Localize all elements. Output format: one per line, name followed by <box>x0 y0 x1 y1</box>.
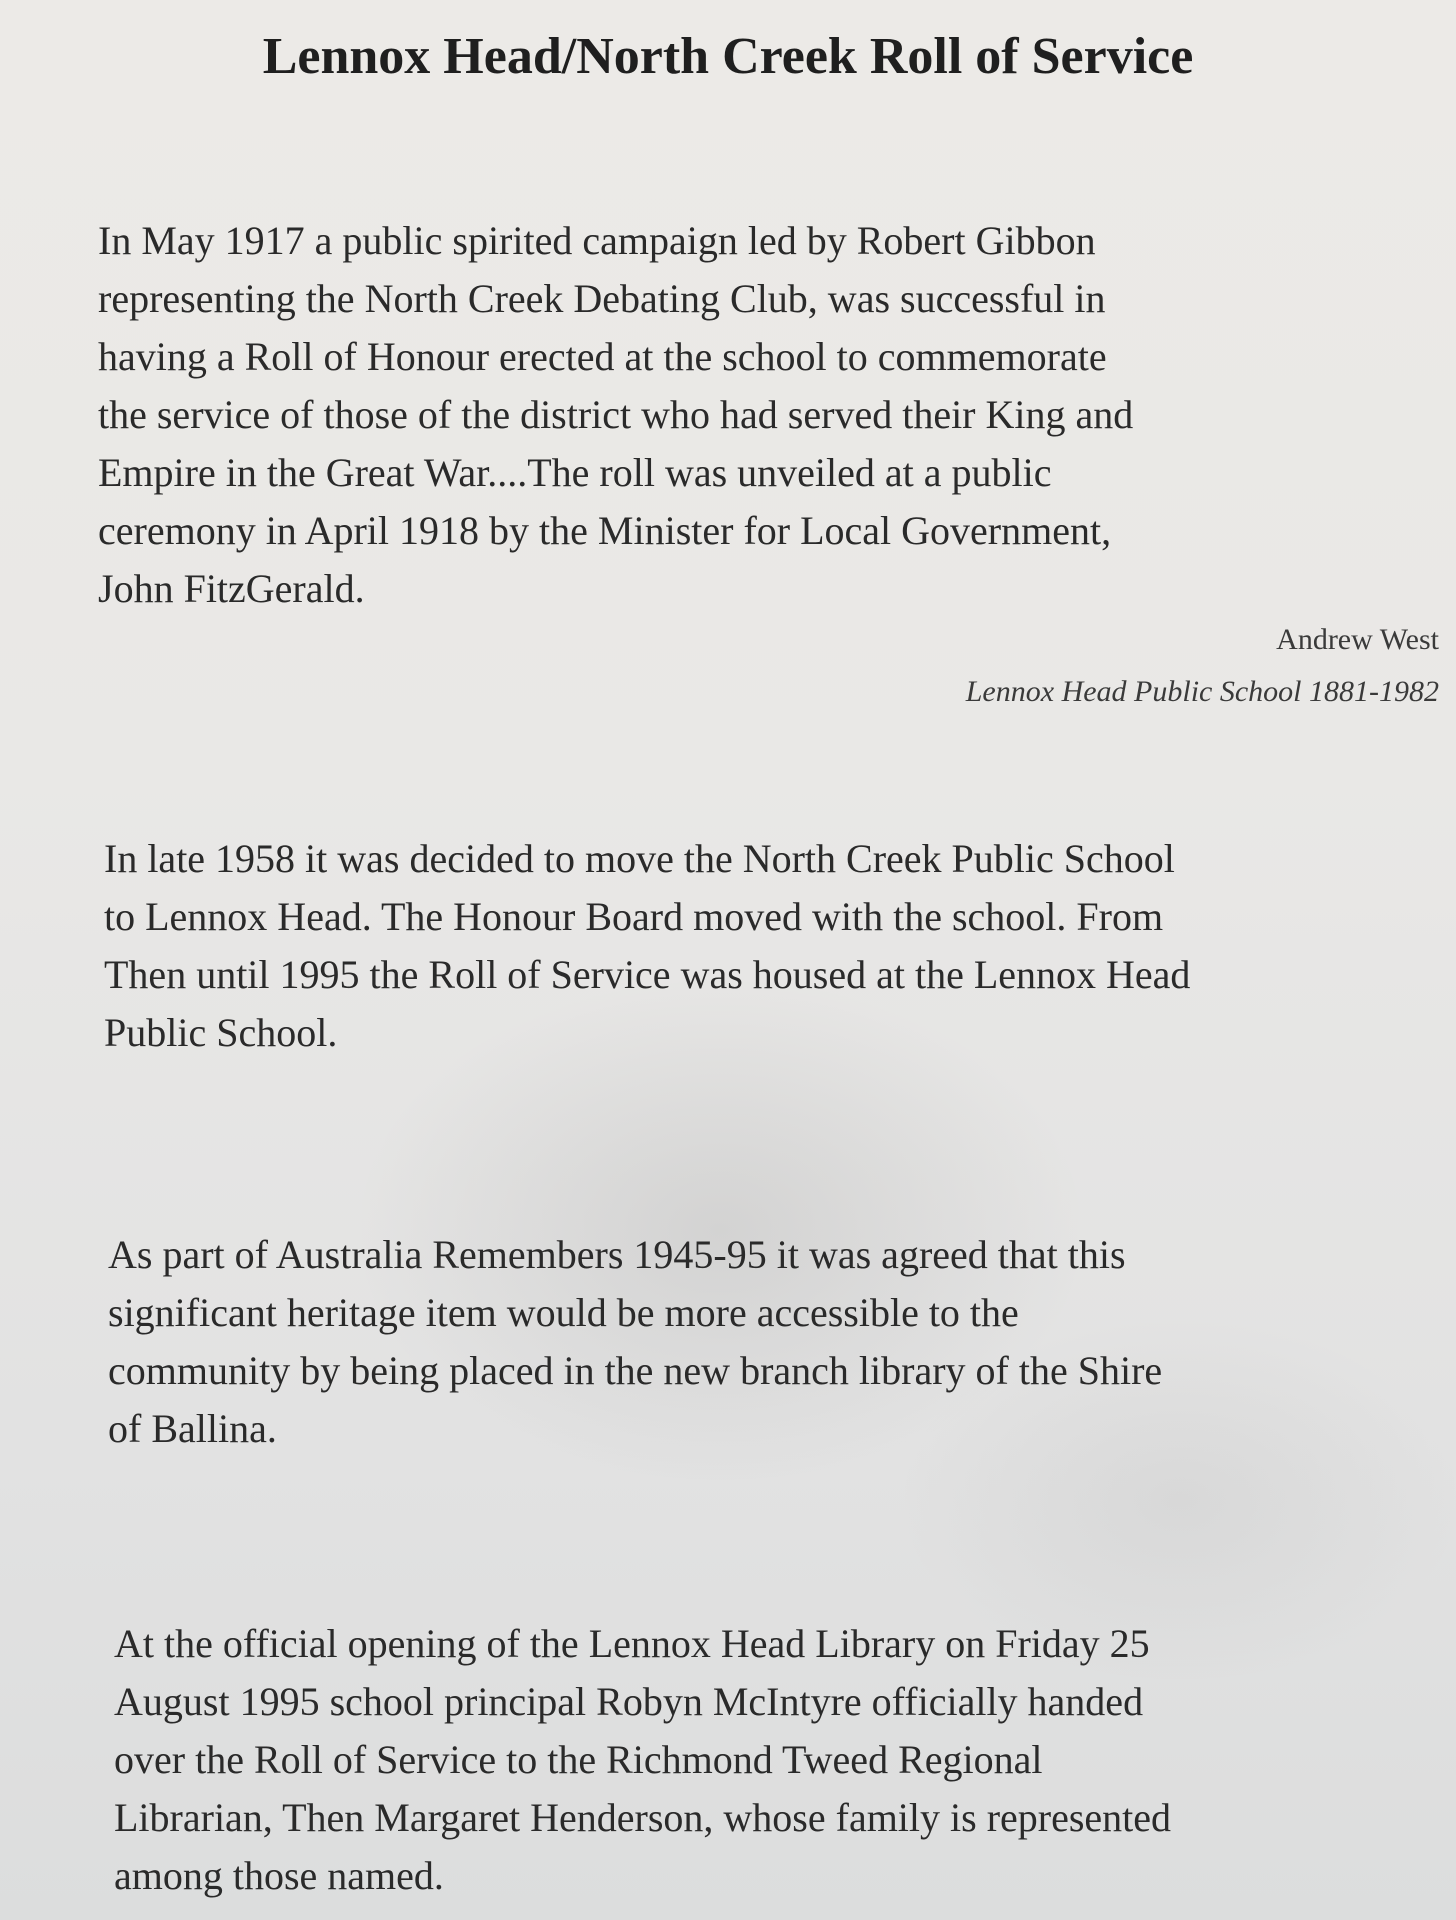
document-title: Lennox Head/North Creek Roll of Service <box>262 28 1194 85</box>
text-line: of Ballina. <box>108 1406 277 1451</box>
text-line: to Lennox Head. The Honour Board moved with the school. From <box>104 894 1164 939</box>
text-line: community by being placed in the new branch library of the Shire <box>108 1348 1163 1393</box>
text-line: As part of Australia Remembers 1945-95 it was agreed that this <box>108 1232 1126 1277</box>
text-line: August 1995 school principal Robyn McIntyre officially handed <box>114 1679 1144 1724</box>
paragraph-library-opening <box>114 1615 1171 1905</box>
text-line: Then until 1995 the Roll of Service was housed at the Lennox Head <box>104 952 1191 997</box>
text-line: representing the North Creek Debating Club, was successful in <box>98 276 1106 321</box>
text-line: the service of those of the district who had served their King and <box>98 392 1134 437</box>
text-line: having a Roll of Honour erected at the school to commemorate <box>98 334 1107 379</box>
text-line: Librarian, Then Margaret Henderson, whose family is represented <box>114 1795 1172 1840</box>
text-line: John FitzGerald. <box>98 566 365 611</box>
attribution-author: Andrew West <box>1276 623 1439 656</box>
attribution-source: Lennox Head Public School 1881-1982 <box>965 675 1439 708</box>
text-line: Empire in the Great War....The roll was unveiled at a public <box>98 450 1052 495</box>
paragraph-roll-of-honour <box>98 212 1133 618</box>
text-line: At the official opening of the Lennox Head Library on Friday 25 <box>114 1621 1150 1666</box>
text-line: In May 1917 a public spirited campaign led by Robert Gibbon <box>98 218 1096 263</box>
text-line: among those named. <box>114 1853 444 1898</box>
text-line: ceremony in April 1918 by the Minister for Local Government, <box>98 508 1112 553</box>
paragraph-australia-remembers <box>108 1226 1162 1458</box>
text-line: Public School. <box>104 1010 338 1055</box>
text-line: In late 1958 it was decided to move the North Creek Public School <box>104 836 1175 881</box>
text-line: over the Roll of Service to the Richmond Tweed Regional <box>114 1737 1043 1782</box>
text-line: significant heritage item would be more accessible to the <box>108 1290 1019 1335</box>
paragraph-school-move <box>104 830 1190 1062</box>
